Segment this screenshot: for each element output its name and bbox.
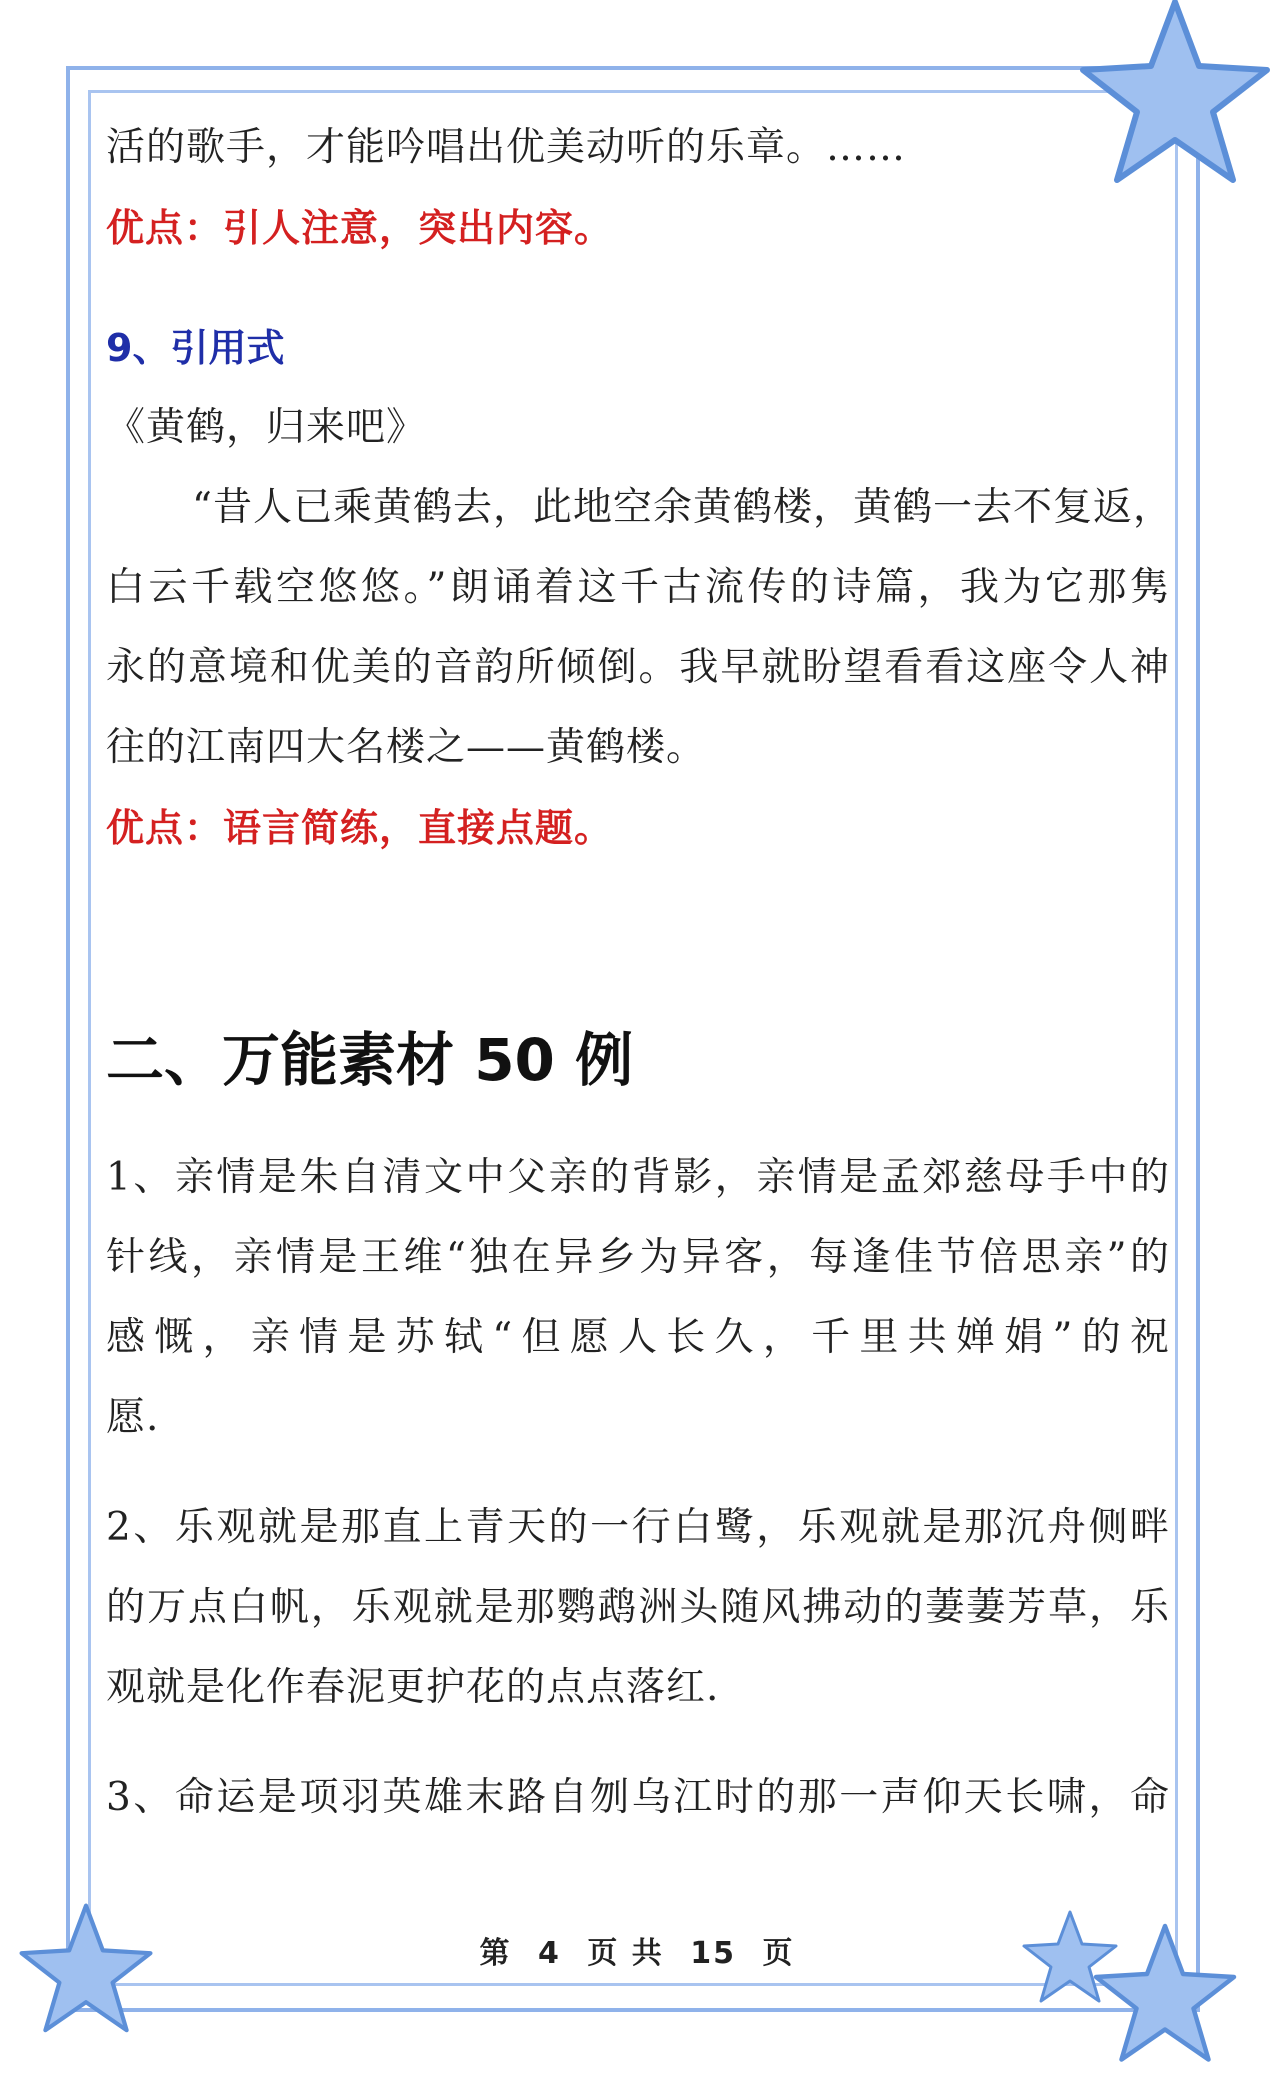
material-item-2-line: 2、乐观就是那直上青天的一行白鹭，乐观就是那沉舟侧畔 [106, 1505, 1170, 1550]
advantage-note: 优点：语言简练，直接点题。 [106, 806, 614, 850]
footer-total-pages: 15 [690, 1936, 736, 1971]
material-item-2-line: 观就是化作春泥更护花的点点落红. [106, 1665, 720, 1710]
quote-title: 《黄鹤，归来吧》 [106, 405, 427, 450]
quote-paragraph-line: “昔人已乘黄鹤去，此地空余黄鹤楼，黄鹤一去不复返， [192, 485, 1173, 530]
material-item-3-line: 3、命运是项羽英雄末路自刎乌江时的那一声仰天长啸，命 [106, 1775, 1170, 1820]
page-footer [0, 1928, 1274, 1972]
footer-suffix: 页 [762, 1936, 795, 1971]
footer-middle: 页 共 [587, 1936, 664, 1971]
footer-prefix: 第 [479, 1936, 512, 1971]
material-item-1-line: 针线，亲情是王维“独在异乡为异客，每逢佳节倍思亲”的 [106, 1235, 1170, 1280]
material-item-2-line: 的万点白帆，乐观就是那鹦鹉洲头随风拂动的萋萋芳草，乐 [106, 1585, 1170, 1630]
quote-paragraph-line: 往的江南四大名楼之——黄鹤楼。 [106, 725, 707, 770]
advantage-note: 优点：引人注意，突出内容。 [106, 206, 614, 250]
quote-paragraph-line: 永的意境和优美的音韵所倾倒。我早就盼望看看这座令人神 [106, 645, 1170, 690]
subheading-quote-style: 9、引用式 [106, 326, 285, 370]
intro-line: 活的歌手，才能吟唱出优美动听的乐章。…… [106, 125, 907, 170]
footer-page-number: 4 [538, 1936, 561, 1971]
material-item-1-line: 愿. [106, 1395, 160, 1440]
material-item-1-line: 1、亲情是朱自清文中父亲的背影，亲情是孟郊慈母手中的 [106, 1155, 1170, 1200]
section-heading: 二、万能素材 50 例 [106, 1026, 634, 1094]
document-body [106, 108, 1176, 1838]
material-item-1-line: 感慨，亲情是苏轼“但愿人长久，千里共婵娟”的祝 [106, 1315, 1170, 1360]
quote-paragraph-line: 白云千载空悠悠。”朗诵着这千古流传的诗篇，我为它那隽 [106, 565, 1170, 610]
